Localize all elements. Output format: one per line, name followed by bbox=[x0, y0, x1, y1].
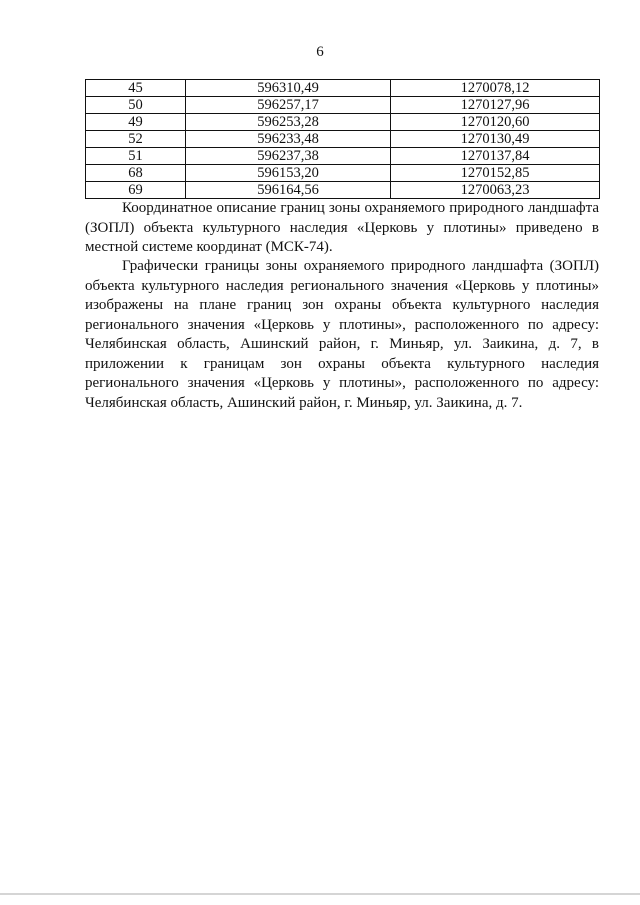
y-coordinate-cell: 1270130,49 bbox=[391, 131, 600, 148]
table-row bbox=[86, 165, 600, 182]
x-coordinate-cell: 596164,56 bbox=[186, 182, 391, 199]
x-coordinate-cell: 596257,17 bbox=[186, 97, 391, 114]
x-coordinate-cell: 596233,48 bbox=[186, 131, 391, 148]
page-number: 6 bbox=[316, 44, 324, 60]
point-number-cell: 68 bbox=[86, 165, 186, 182]
point-number-cell: 50 bbox=[86, 97, 186, 114]
coordinates-table bbox=[85, 79, 600, 199]
table-row bbox=[86, 182, 600, 199]
y-coordinate-cell: 1270078,12 bbox=[391, 80, 600, 97]
table-row bbox=[86, 114, 600, 131]
x-coordinate-cell: 596237,38 bbox=[186, 148, 391, 165]
y-coordinate-cell: 1270063,23 bbox=[391, 182, 600, 199]
y-coordinate-cell: 1270137,84 bbox=[391, 148, 600, 165]
point-number-cell: 45 bbox=[86, 80, 186, 97]
y-coordinate-cell: 1270120,60 bbox=[391, 114, 600, 131]
y-coordinate-cell: 1270152,85 bbox=[391, 165, 600, 182]
table-row bbox=[86, 80, 600, 97]
point-number-cell: 52 bbox=[86, 131, 186, 148]
point-number-cell: 51 bbox=[86, 148, 186, 165]
x-coordinate-cell: 596253,28 bbox=[186, 114, 391, 131]
scan-edge-line bbox=[0, 893, 640, 895]
point-number-cell: 49 bbox=[86, 114, 186, 131]
y-coordinate-cell: 1270127,96 bbox=[391, 97, 600, 114]
table-row bbox=[86, 97, 600, 114]
table-row bbox=[86, 131, 600, 148]
point-number-cell: 69 bbox=[86, 182, 186, 199]
x-coordinate-cell: 596310,49 bbox=[186, 80, 391, 97]
x-coordinate-cell: 596153,20 bbox=[186, 165, 391, 182]
coordinate-description-paragraph: Координатное описание границ зоны охраняемого природного ландшафта (ЗОПЛ) объекта культурного наследия «Церковь у плотины» приведено в местной системе координат (МСК-74). bbox=[85, 200, 599, 255]
graphic-boundaries-paragraph: Графически границы зоны охраняемого природного ландшафта (ЗОПЛ) объекта культурного наследия регионального значения «Церковь у плотины» изображены на плане границ зон охраны объекта культурного наследия регионального значения «Церковь у плотины», расположенного по адресу: Челябинская область, Ашинский район, г. Миньяр, ул. Заикина, д. 7, в приложении к границам зон охраны объекта культурного наследия регионального значения «Церковь у плотины», расположенного по адресу: Челябинская область, Ашинский район, г. Миньяр, ул. Заикина, д. 7. bbox=[85, 258, 599, 411]
coordinates-table-body bbox=[86, 80, 600, 199]
table-row bbox=[86, 148, 600, 165]
